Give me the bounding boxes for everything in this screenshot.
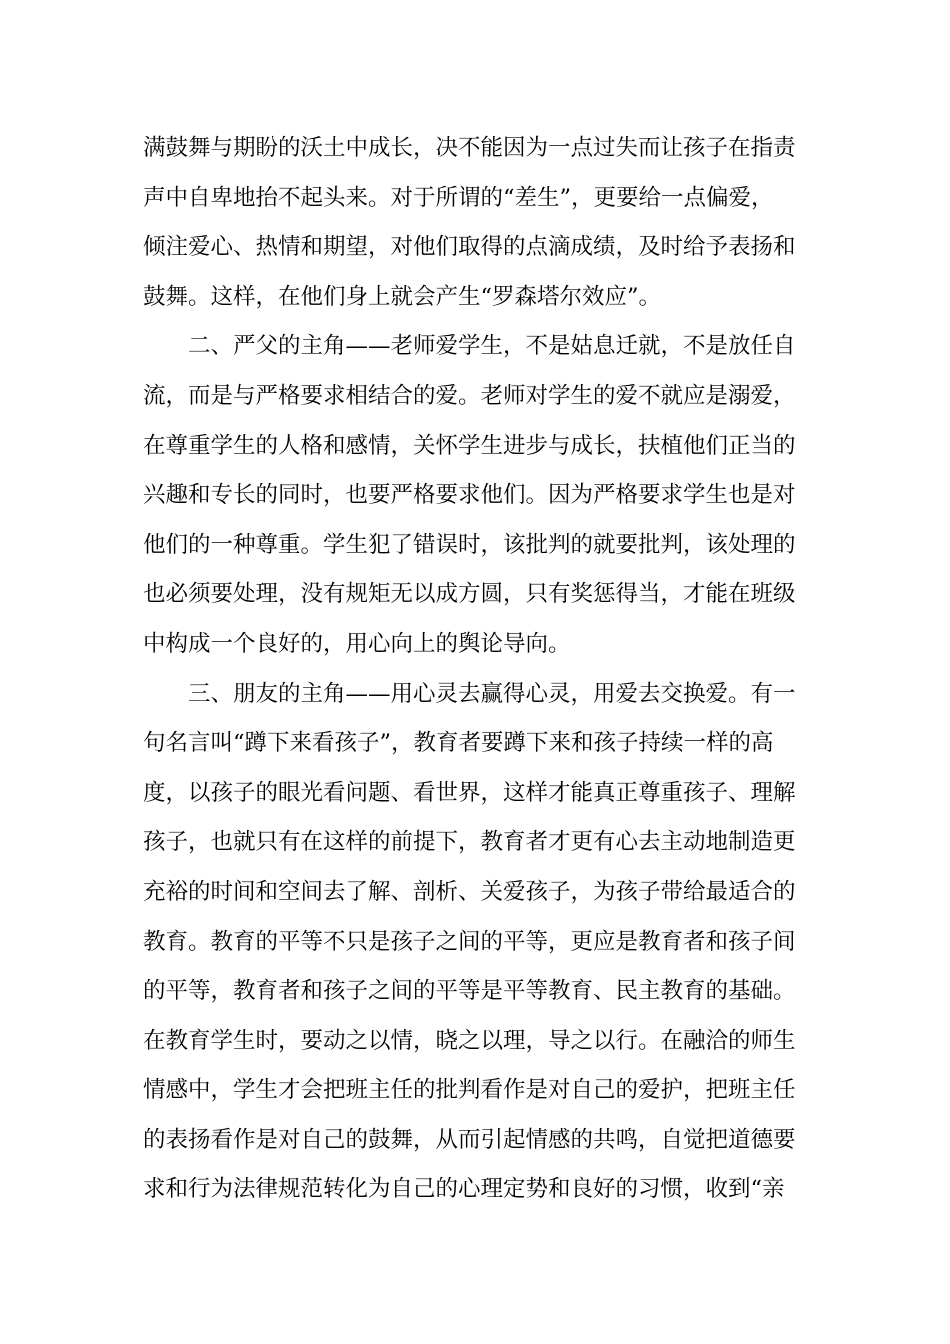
text-line: 求和行为法律规范转化为自己的心理定势和良好的习惯，收到“亲 <box>143 1176 785 1203</box>
paragraph-2 <box>143 322 813 669</box>
text-line: 也必须要处理，没有规矩无以成方圆，只有奖惩得当，才能在班级 <box>143 581 796 608</box>
paragraph-3 <box>143 670 813 1216</box>
text-line: 兴趣和专长的同时，也要严格要求他们。因为严格要求学生也是对 <box>143 482 796 509</box>
text-line: 的平等，教育者和孩子之间的平等是平等教育、民主教育的基础。 <box>143 978 796 1005</box>
text-line: 中构成一个良好的，用心向上的舆论导向。 <box>143 630 571 657</box>
text-line: 三、朋友的主角——用心灵去赢得心灵，用爱去交换爱。有一 <box>143 680 796 707</box>
text-line: 满鼓舞与期盼的沃土中成长，决不能因为一点过失而让孩子在指责 <box>143 135 796 161</box>
text-line: 句名言叫“蹲下来看孩子”，教育者要蹲下来和孩子持续一样的高 <box>143 730 774 757</box>
paragraph-1 <box>143 124 813 322</box>
text-line: 流，而是与严格要求相结合的爱。老师对学生的爱不就应是溺爱， <box>143 382 796 409</box>
text-line: 在尊重学生的人格和感情，关怀学生进步与成长，扶植他们正当的 <box>143 432 796 459</box>
text-line: 教育。教育的平等不只是孩子之间的平等，更应是教育者和孩子间 <box>143 928 796 955</box>
document-body <box>143 124 813 1215</box>
text-line: 的表扬看作是对自己的鼓舞，从而引起情感的共鸣，自觉把道德要 <box>143 1126 796 1153</box>
text-line: 声中自卑地抬不起头来。对于所谓的“差生”，更要给一点偏爱， <box>143 184 774 211</box>
text-line: 情感中，学生才会把班主任的批判看作是对自己的爱护，把班主任 <box>143 1077 796 1104</box>
text-line: 在教育学生时，要动之以情，晓之以理，导之以行。在融洽的师生 <box>143 1027 796 1054</box>
text-line: 孩子，也就只有在这样的前提下，教育者才更有心去主动地制造更 <box>143 829 796 856</box>
text-line: 倾注爱心、热情和期望，对他们取得的点滴成绩，及时给予表扬和 <box>143 234 796 261</box>
text-line: 他们的一种尊重。学生犯了错误时，该批判的就要批判，该处理的 <box>143 531 796 558</box>
text-line: 度，以孩子的眼光看问题、看世界，这样才能真正尊重孩子、理解 <box>143 779 796 806</box>
text-line: 二、严父的主角——老师爱学生，不是姑息迁就，不是放任自 <box>143 333 796 360</box>
text-line: 充裕的时间和空间去了解、剖析、关爱孩子，为孩子带给最适合的 <box>143 878 796 905</box>
text-line: 鼓舞。这样，在他们身上就会产生“罗森塔尔效应”。 <box>143 283 662 310</box>
